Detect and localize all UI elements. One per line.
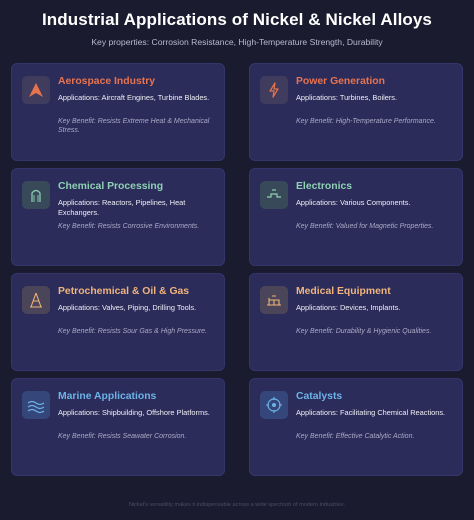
footer-note: Nickel's versatility makes it indispensable across a wide spectrum of modern industries. — [128, 502, 346, 508]
card-title: Power Generation — [296, 76, 385, 87]
card-applications: Applications: Facilitating Chemical Reactions. — [296, 408, 446, 417]
card-catalysts — [249, 378, 463, 476]
card-electronics — [249, 168, 463, 266]
card-applications: Applications: Aircraft Engines, Turbine Blades. — [58, 93, 210, 102]
card-title: Petrochemical & Oil & Gas — [58, 286, 190, 297]
card-applications: Applications: Various Components. — [296, 198, 411, 207]
card-benefit: Key Benefit: High-Temperature Performance. — [296, 118, 436, 125]
card-applications: Applications: Devices, Implants. — [296, 303, 401, 312]
card-title: Medical Equipment — [296, 286, 391, 297]
card-title: Marine Applications — [58, 391, 157, 402]
waves-icon — [22, 391, 50, 419]
page-title: Industrial Applications of Nickel & Nickel Alloys — [41, 10, 432, 29]
rocket-icon — [22, 76, 50, 104]
card-benefit: Key Benefit: Durability & Hygienic Qualities. — [296, 328, 432, 335]
card-benefit: Key Benefit: Resists Extreme Heat & Mechanical Stress. — [58, 118, 210, 134]
card-power-generation — [249, 63, 463, 161]
card-title: Aerospace Industry — [58, 76, 156, 87]
card-benefit: Key Benefit: Valued for Magnetic Properties. — [296, 223, 434, 230]
card-medical-equipment — [249, 273, 463, 371]
card-title: Electronics — [296, 181, 353, 192]
card-title: Catalysts — [296, 391, 343, 402]
page-subtitle: Key properties: Corrosion Resistance, High-Temperature Strength, Durability — [91, 37, 383, 47]
medical-device-icon — [260, 286, 288, 314]
card-benefit: Key Benefit: Resists Seawater Corrosion. — [58, 433, 187, 440]
card-applications: Applications: Reactors, Pipelines, Heat Exchangers. — [58, 198, 186, 217]
card-benefit: Key Benefit: Resists Corrosive Environments. — [58, 223, 200, 230]
lightning-icon — [260, 76, 288, 104]
circuit-icon — [260, 181, 288, 209]
card-applications: Applications: Turbines, Boilers. — [296, 93, 398, 102]
card-benefit: Key Benefit: Effective Catalytic Action. — [296, 433, 415, 440]
card-petrochemical — [11, 273, 225, 371]
card-benefit: Key Benefit: Resists Sour Gas & High Pressure. — [58, 328, 208, 335]
card-aerospace — [11, 63, 225, 161]
reactor-icon — [22, 181, 50, 209]
oil-rig-icon — [22, 286, 50, 314]
card-applications: Applications: Shipbuilding, Offshore Platforms. — [58, 408, 210, 417]
catalyst-icon — [260, 391, 288, 419]
card-title: Chemical Processing — [58, 181, 164, 192]
card-marine — [11, 378, 225, 476]
card-chemical-processing — [11, 168, 225, 266]
card-applications: Applications: Valves, Piping, Drilling Tools. — [58, 303, 197, 312]
